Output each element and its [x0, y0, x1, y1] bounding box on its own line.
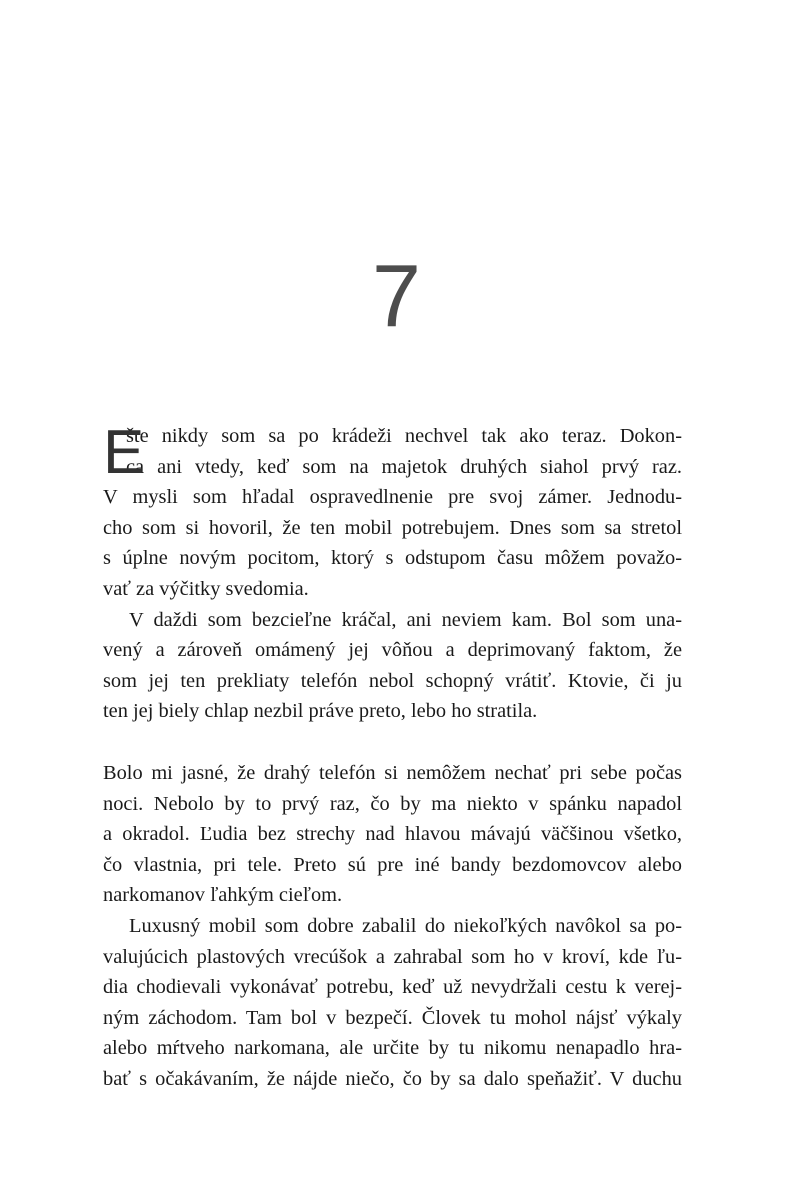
- text-line: narkomanov ľahkým cieľom.: [103, 884, 343, 907]
- paragraph-3: [103, 758, 682, 911]
- paragraph-1: [103, 418, 682, 605]
- text-line: valujúcich plastových vrecúšok a zahrabal som ho v kroví, kde ľu-: [103, 945, 682, 968]
- text-line: Luxusný mobil som dobre zabalil do niekoľkých navôkol sa po-: [129, 914, 682, 937]
- drop-cap: E: [103, 418, 145, 487]
- text-line: čo vlastnia, pri tele. Preto sú pre iné bandy bezdomovcov alebo: [103, 853, 682, 876]
- text-line: alebo mŕtveho narkomana, ale určite by tu nikomu nenapadlo hra-: [103, 1037, 682, 1060]
- text-line: ten jej biely chlap nezbil práve preto, lebo ho stratila.: [103, 700, 538, 723]
- text-line: dia chodievali vykonávať potrebu, keď už nevydržali cestu k verej-: [103, 976, 682, 999]
- text-line: Bolo mi jasné, že drahý telefón si nemôžem nechať pri sebe počas: [103, 762, 682, 784]
- paragraph-2: [103, 605, 682, 727]
- text-line: ným záchodom. Tam bol v bezpečí. Človek tu mohol nájsť výkaly: [103, 1006, 682, 1029]
- section-1: [103, 418, 682, 727]
- text-line: šte nikdy som sa po krádeži nechvel tak ako teraz. Dokon-: [126, 425, 682, 447]
- text-line: ca ani vtedy, keď som na majetok druhých siahol prvý raz.: [126, 455, 682, 478]
- section-2: [103, 758, 682, 1095]
- chapter-number: 7: [372, 246, 421, 345]
- paragraph-4: [103, 911, 682, 1095]
- text-line: noci. Nebolo by to prvý raz, čo by ma niekto v spánku napadol: [103, 792, 682, 815]
- text-line: a okradol. Ľudia bez strechy nad hlavou mávajú väčšinou všetko,: [103, 823, 682, 846]
- text-line: vať za výčitky svedomia.: [103, 577, 309, 600]
- text-line: som jej ten prekliaty telefón nebol schopný vrátiť. Ktovie, či ju: [103, 669, 682, 692]
- text-line: vený a zároveň omámený jej vôňou a deprimovaný faktom, že: [103, 639, 682, 662]
- text-line: V daždi som bezcieľne kráčal, ani neviem kam. Bol som una-: [129, 608, 682, 631]
- text-line: V mysli som hľadal ospravedlnenie pre svoj zámer. Jednodu-: [103, 486, 682, 509]
- text-line: bať s očakávaním, že nájde niečo, čo by sa dalo speňažiť. V duchu: [103, 1067, 682, 1090]
- text-line: s úplne novým pocitom, ktorý s odstupom času môžem považo-: [103, 547, 682, 570]
- text-line: cho som si hovoril, že ten mobil potrebujem. Dnes som sa stretol: [103, 516, 682, 539]
